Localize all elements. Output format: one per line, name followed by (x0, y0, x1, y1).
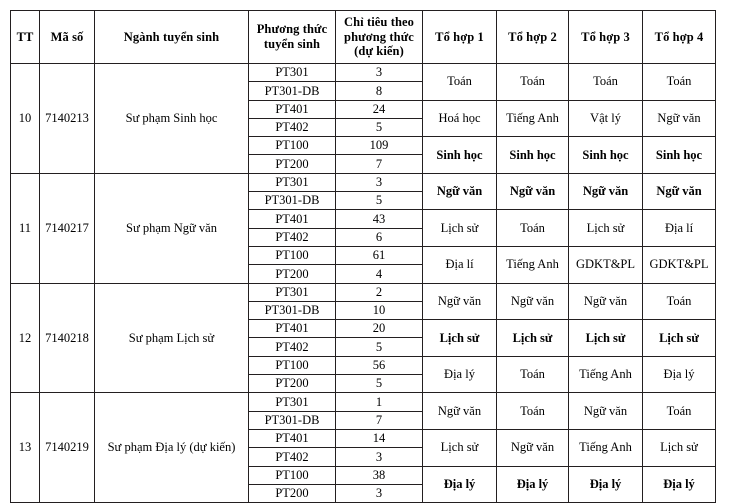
cell-phuong-thuc: PT301 (249, 173, 336, 191)
cell-nganh: Sư phạm Lịch sử (95, 283, 249, 393)
cell-chi-tieu: 24 (336, 100, 423, 118)
cell-phuong-thuc: PT401 (249, 320, 336, 338)
cell-stt: 13 (11, 393, 40, 503)
cell-to-hop-3: Ngữ văn (569, 173, 643, 210)
cell-ma-so: 7140217 (40, 173, 95, 283)
cell-to-hop-4: Địa lý (643, 356, 716, 393)
cell-to-hop-2: Toán (497, 356, 569, 393)
cell-chi-tieu: 5 (336, 118, 423, 136)
cell-chi-tieu: 56 (336, 356, 423, 374)
cell-chi-tieu: 61 (336, 246, 423, 264)
cell-chi-tieu: 4 (336, 265, 423, 283)
cell-chi-tieu: 5 (336, 192, 423, 210)
cell-to-hop-1: Lịch sử (423, 210, 497, 247)
cell-to-hop-1: Ngữ văn (423, 173, 497, 210)
cell-phuong-thuc: PT401 (249, 429, 336, 447)
cell-to-hop-2: Địa lý (497, 466, 569, 503)
column-header-ma-so: Mã số (40, 11, 95, 64)
cell-to-hop-1: Địa lý (423, 356, 497, 393)
cell-to-hop-4: Ngữ văn (643, 173, 716, 210)
cell-to-hop-2: Ngữ văn (497, 173, 569, 210)
cell-chi-tieu: 1 (336, 393, 423, 411)
cell-to-hop-1: Ngữ văn (423, 393, 497, 430)
cell-phuong-thuc: PT402 (249, 118, 336, 136)
cell-to-hop-3: GDKT&PL (569, 246, 643, 283)
column-header-chi-tieu: Chỉ tiêu theo phương thức (dự kiến) (336, 11, 423, 64)
cell-nganh: Sư phạm Ngữ văn (95, 173, 249, 283)
cell-to-hop-4: Toán (643, 64, 716, 101)
cell-stt: 12 (11, 283, 40, 393)
cell-to-hop-1: Lịch sử (423, 429, 497, 466)
column-header-to-hop-2: Tổ hợp 2 (497, 11, 569, 64)
cell-chi-tieu: 38 (336, 466, 423, 484)
cell-to-hop-2: Toán (497, 393, 569, 430)
cell-to-hop-2: Tiếng Anh (497, 100, 569, 137)
cell-chi-tieu: 6 (336, 228, 423, 246)
cell-phuong-thuc: PT401 (249, 210, 336, 228)
table-header (11, 11, 716, 64)
cell-to-hop-2: Tiếng Anh (497, 246, 569, 283)
cell-to-hop-3: Ngữ văn (569, 283, 643, 320)
cell-to-hop-1: Hoá học (423, 100, 497, 137)
cell-ma-so: 7140219 (40, 393, 95, 503)
cell-to-hop-3: Lịch sử (569, 320, 643, 357)
cell-nganh: Sư phạm Địa lý (dự kiến) (95, 393, 249, 503)
cell-to-hop-2: Toán (497, 64, 569, 101)
table-row (11, 64, 716, 82)
cell-to-hop-3: Toán (569, 64, 643, 101)
cell-to-hop-1: Sinh học (423, 137, 497, 174)
cell-phuong-thuc: PT401 (249, 100, 336, 118)
cell-to-hop-4: GDKT&PL (643, 246, 716, 283)
cell-chi-tieu: 109 (336, 137, 423, 155)
column-header-to-hop-4: Tổ hợp 4 (643, 11, 716, 64)
cell-phuong-thuc: PT200 (249, 265, 336, 283)
cell-chi-tieu: 5 (336, 338, 423, 356)
cell-to-hop-3: Lịch sử (569, 210, 643, 247)
cell-phuong-thuc: PT301 (249, 64, 336, 82)
cell-chi-tieu: 20 (336, 320, 423, 338)
cell-to-hop-4: Địa lí (643, 210, 716, 247)
cell-chi-tieu: 14 (336, 429, 423, 447)
cell-to-hop-3: Tiếng Anh (569, 356, 643, 393)
cell-to-hop-4: Toán (643, 393, 716, 430)
column-header-to-hop-3: Tổ hợp 3 (569, 11, 643, 64)
cell-to-hop-3: Địa lý (569, 466, 643, 503)
cell-chi-tieu: 3 (336, 484, 423, 502)
cell-stt: 10 (11, 64, 40, 174)
cell-phuong-thuc: PT402 (249, 228, 336, 246)
cell-phuong-thuc: PT200 (249, 375, 336, 393)
cell-to-hop-3: Tiếng Anh (569, 429, 643, 466)
cell-chi-tieu: 3 (336, 448, 423, 466)
admissions-table (10, 10, 716, 503)
cell-to-hop-3: Vật lý (569, 100, 643, 137)
cell-chi-tieu: 5 (336, 375, 423, 393)
column-header-phuong-thuc: Phương thức tuyển sinh (249, 11, 336, 64)
cell-to-hop-4: Ngữ văn (643, 100, 716, 137)
table-row (11, 173, 716, 191)
cell-phuong-thuc: PT301 (249, 283, 336, 301)
cell-chi-tieu: 7 (336, 155, 423, 173)
cell-to-hop-1: Ngữ văn (423, 283, 497, 320)
cell-to-hop-2: Ngữ văn (497, 429, 569, 466)
cell-phuong-thuc: PT100 (249, 246, 336, 264)
cell-to-hop-3: Sinh học (569, 137, 643, 174)
cell-phuong-thuc: PT402 (249, 448, 336, 466)
cell-stt: 11 (11, 173, 40, 283)
cell-nganh: Sư phạm Sinh học (95, 64, 249, 174)
cell-ma-so: 7140218 (40, 283, 95, 393)
cell-to-hop-4: Sinh học (643, 137, 716, 174)
cell-to-hop-2: Ngữ văn (497, 283, 569, 320)
cell-phuong-thuc: PT100 (249, 466, 336, 484)
cell-chi-tieu: 43 (336, 210, 423, 228)
cell-ma-so: 7140213 (40, 64, 95, 174)
column-header-to-hop-1: Tổ hợp 1 (423, 11, 497, 64)
cell-phuong-thuc: PT100 (249, 356, 336, 374)
admissions-table-wrapper (10, 10, 715, 501)
column-header-nganh: Ngành tuyển sinh (95, 11, 249, 64)
cell-chi-tieu: 3 (336, 173, 423, 191)
table-header-row (11, 11, 716, 64)
cell-chi-tieu: 2 (336, 283, 423, 301)
cell-to-hop-1: Địa lý (423, 466, 497, 503)
cell-phuong-thuc: PT301-DB (249, 411, 336, 429)
cell-to-hop-4: Lịch sử (643, 429, 716, 466)
cell-to-hop-2: Lịch sử (497, 320, 569, 357)
cell-to-hop-1: Toán (423, 64, 497, 101)
column-header-tt: TT (11, 11, 40, 64)
cell-phuong-thuc: PT402 (249, 338, 336, 356)
cell-phuong-thuc: PT301 (249, 393, 336, 411)
cell-to-hop-3: Ngữ văn (569, 393, 643, 430)
cell-to-hop-4: Toán (643, 283, 716, 320)
cell-phuong-thuc: PT301-DB (249, 192, 336, 210)
cell-phuong-thuc: PT200 (249, 484, 336, 502)
cell-to-hop-2: Sinh học (497, 137, 569, 174)
cell-to-hop-2: Toán (497, 210, 569, 247)
cell-to-hop-1: Lịch sử (423, 320, 497, 357)
cell-to-hop-4: Địa lý (643, 466, 716, 503)
cell-chi-tieu: 3 (336, 64, 423, 82)
cell-chi-tieu: 10 (336, 301, 423, 319)
cell-phuong-thuc: PT100 (249, 137, 336, 155)
table-row (11, 393, 716, 411)
table-body (11, 64, 716, 503)
cell-phuong-thuc: PT301-DB (249, 301, 336, 319)
cell-to-hop-1: Địa lí (423, 246, 497, 283)
table-row (11, 283, 716, 301)
cell-chi-tieu: 7 (336, 411, 423, 429)
cell-phuong-thuc: PT301-DB (249, 82, 336, 100)
cell-to-hop-4: Lịch sử (643, 320, 716, 357)
cell-phuong-thuc: PT200 (249, 155, 336, 173)
cell-chi-tieu: 8 (336, 82, 423, 100)
